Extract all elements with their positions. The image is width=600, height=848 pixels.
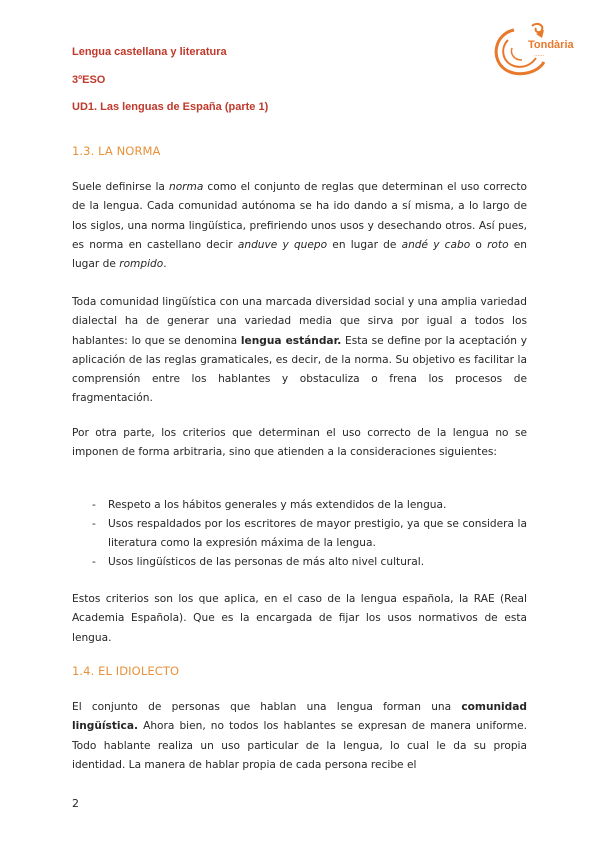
section-title-norma: 1.3. LA NORMA (72, 144, 161, 158)
logo-text: Tondària (528, 39, 574, 51)
page-number: 2 (72, 797, 79, 810)
paragraph-rae: Estos criterios son los que aplica, en el caso de la lengua española, la RAE (Real Academia Española). Que es la encargada de fijar los usos normativos de esta lengua. (72, 593, 527, 644)
paragraph-criterios: Por otra parte, los criterios que determinan el uso correcto de la lengua no se imponen de forma arbitraria, sino que atienden a la consideraciones siguientes: (72, 427, 527, 459)
paragraph-comunidad-linguistica: El conjunto de personas que hablan una lengua forman una comunidad lingüística. Ahora bien, no todos los hablantes se expresan de manera uniforme. Todo hablante realiza un uso particular de la lengua, lo cual le da su propia identidad. La manera de hablar propia de cada persona recibe el (72, 701, 527, 771)
paragraph-lengua-estandar: Toda comunidad lingüística con una marcada diversidad social y una amplia variedad dialectal ha de generar una variedad media que sirva por igual a todos los hablantes: lo que se denomina lengua estándar. Esta se define por la aceptación y aplicación de las reglas gramaticales, es decir, de la norma. Su objetivo es facilitar la comprensión entre los hablantes y obstaculiza o frena los procesos de fragmentación. (72, 296, 527, 405)
section-title-idiolecto: 1.4. EL IDIOLECTO (72, 664, 180, 678)
tondaria-logo-icon (486, 20, 574, 80)
criteria-list (92, 496, 527, 572)
header-subject: Lengua castellana y literatura (72, 46, 227, 58)
list-item: - Usos respaldados por los escritores de mayor prestigio, ya que se considera la literatura como la expresión máxima de la lengua. (92, 515, 527, 553)
tondaria-logo (486, 20, 574, 80)
header-course: 3ºESO (72, 74, 106, 86)
list-item: - Respeto a los hábitos generales y más extendidos de la lengua. (92, 496, 527, 515)
header-unit: UD1. Las lenguas de España (parte 1) (72, 101, 269, 113)
logo-subtext: ...... (534, 52, 545, 58)
list-item: - Usos lingüísticos de las personas de más alto nivel cultural. (92, 553, 527, 572)
paragraph-norma-definition: Suele definirse la norma como el conjunto de reglas que determinan el uso correcto de la lengua. Cada comunidad autónoma se ha ido dando a sí misma, a lo largo de los siglos, una norma lingüística, prefiriendo unos usos y desechando otros. Así pues, es norma en castellano decir anduve y quepo en lugar de andé y cabo o roto en lugar de rompido. (72, 181, 528, 271)
